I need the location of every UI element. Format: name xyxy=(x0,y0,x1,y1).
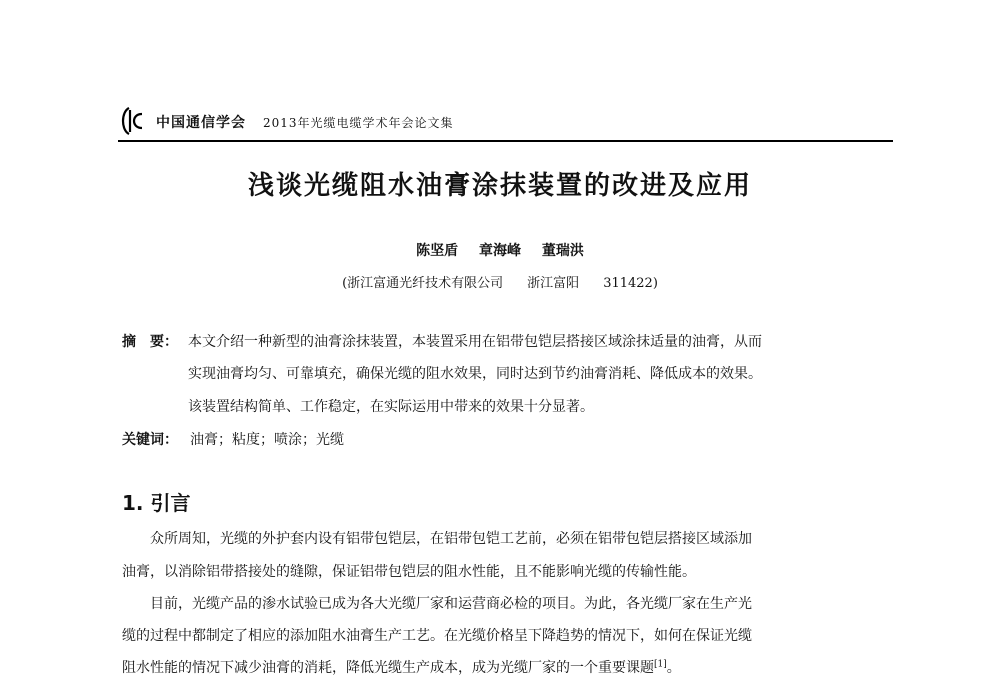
affiliation: (浙江富通光纤技术有限公司 浙江富阳 311422) xyxy=(342,276,658,291)
body-line: 缆的过程中都制定了相应的添加阻水油膏生产工艺。在光缆价格呈下降趋势的情况下，如何在保证光缆 xyxy=(122,628,752,644)
author: 章海峰 xyxy=(479,243,521,259)
society-logo-icon xyxy=(118,106,146,136)
affiliation-company: 浙江富通光纤技术有限公司 xyxy=(347,276,504,291)
society-name: 中国通信学会 xyxy=(156,115,246,131)
proceedings-title: 2013年光缆电缆学术年会论文集 xyxy=(263,116,454,130)
body-line-last: 阻水性能的情况下减少油膏的消耗，降低光缆生产成本，成为光缆厂家的一个重要课题[1]。 xyxy=(122,659,681,676)
section-heading: 1. 引言 xyxy=(122,491,191,515)
affiliation-city: 浙江富阳 xyxy=(527,276,580,291)
author-list xyxy=(0,240,1000,260)
paper-title: 浅谈光缆阻水油膏涂抹装置的改进及应用 xyxy=(247,171,752,201)
abstract-line: 本文介绍一种新型的油膏涂抹装置，本装置采用在铝带包铠层搭接区域涂抹适量的油膏，从而 xyxy=(188,334,762,350)
citation-ref: [1] xyxy=(654,659,667,670)
body-line: 目前，光缆产品的渗水试验已成为各大光缆厂家和运营商必检的项目。为此，各光缆厂家在生产光 xyxy=(150,596,752,612)
abstract-line: 实现油膏均匀、可靠填充，确保光缆的阻水效果，同时达到节约油膏消耗、降低成本的效果。 xyxy=(188,366,762,382)
keywords-label: 关键词： xyxy=(122,432,178,448)
body-line: 油膏，以消除铝带搭接处的缝隙，保证铝带包铠层的阻水性能，且不能影响光缆的传输性能。 xyxy=(122,564,696,580)
author: 董瑞洪 xyxy=(541,243,584,259)
running-header xyxy=(118,104,893,142)
keywords-text: 油膏；粘度；喷涂；光缆 xyxy=(190,432,344,448)
affiliation-postcode: 311422 xyxy=(603,276,653,291)
body-line: 众所周知，光缆的外护套内设有铝带包铠层，在铝带包铠工艺前，必须在铝带包铠层搭接区域添加 xyxy=(150,531,752,547)
abstract-line: 该装置结构简单、工作稳定，在实际运用中带来的效果十分显著。 xyxy=(188,399,594,415)
abstract-label: 摘 要： xyxy=(122,334,178,350)
author: 陈坚盾 xyxy=(416,243,459,259)
